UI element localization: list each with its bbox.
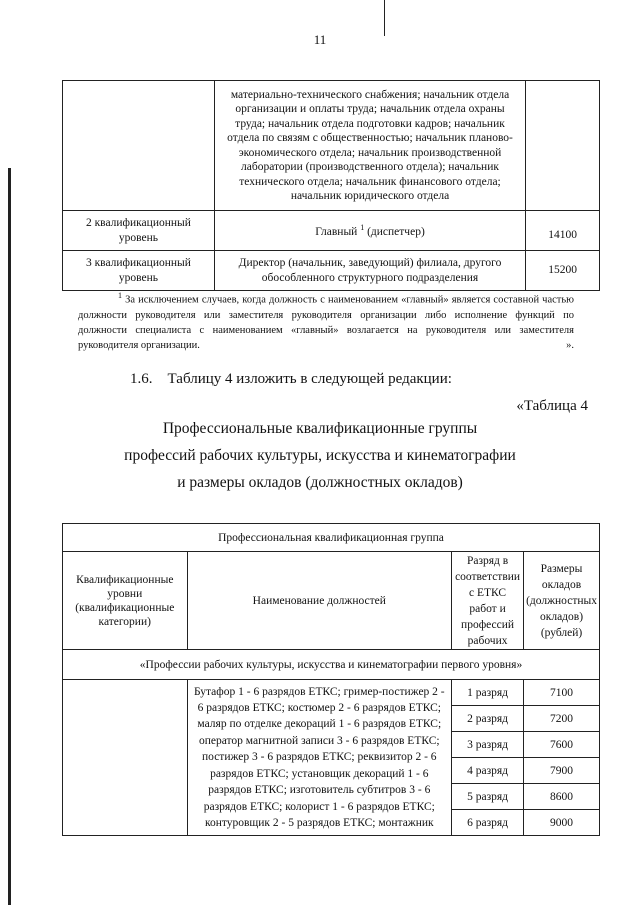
title-line-2: профессий рабочих культуры, искусства и кинематографии — [124, 447, 516, 464]
positions-list: Бутафор 1 - 6 разрядов ЕТКС; гример-постижер 2 - 6 разрядов ЕТКС; костюмер 2 - 6 разрядов ЕТКС; маляр по отделке декораций 1 - 6 разрядов ЕТКС; оператор магнитной записи 3 - 6 разрядов ЕТКС; постижер 3 - 6 разрядов ЕТКС; реквизитор 2 - 6 разрядов ЕТКС; установщик декораций 1 - 6 разрядов ЕТКС; изготовитель субтитров 3 - 6 разрядов ЕТКС; колорист 1 - 6 разрядов ЕТКС; контуровщик 2 - 5 разрядов ЕТКС; монтажник — [187, 680, 452, 836]
salary-cell: 8600 — [524, 784, 600, 810]
footnote-marker: 1 — [118, 291, 122, 300]
rank-cell: 3 разряд — [452, 732, 524, 758]
table-cell — [63, 680, 188, 836]
table3 — [62, 80, 600, 291]
table-row — [63, 251, 600, 291]
section-paragraph — [130, 371, 452, 388]
rank-cell: 5 разряд — [452, 784, 524, 810]
positions-text: материально-технического снабжения; начальник отдела организации и оплаты труда; начальник отдела охраны труда; начальник отдела подготовки кадров; начальник отдела по связям с общественностью; начальник планово-экономического отдела; начальник производственной лаборатории (производственного отдела); начальник технического отдела; начальник финансового отдела; начальник юридического отдела — [227, 88, 513, 202]
footnote-ref: 1 — [360, 223, 365, 233]
table-cell — [63, 81, 215, 211]
footnote-text: За исключением случаев, когда должность с наименованием «главный» является составной частью должности руководителя или заместителя руководителя организации либо исполнение функций по должности специалиста с наименованием «главный» возлагается на руководителя или заместителя руководителя организации. — [78, 294, 575, 351]
position-text: Главный — [315, 226, 358, 239]
table-row — [63, 680, 600, 706]
table-row — [63, 211, 600, 251]
rank-cell: 1 разряд — [452, 680, 524, 706]
table-row — [63, 552, 600, 650]
salary-cell: 7200 — [524, 706, 600, 732]
table-label: «Таблица 4 — [516, 398, 588, 414]
title-line-3: и размеры окладов (должностных окладов) — [177, 474, 463, 491]
scan-mark-top-right — [384, 0, 385, 36]
group-header: Профессиональная квалификационная группа — [63, 524, 600, 552]
salary-cell: 14100 — [526, 211, 600, 251]
rank-cell: 4 разряд — [452, 758, 524, 784]
salary-cell: 7900 — [524, 758, 600, 784]
title-line-1: Профессиональные квалификационные группы — [162, 420, 478, 437]
col-header-positions: Наименование должностей — [187, 552, 452, 650]
salary-cell: 9000 — [524, 810, 600, 836]
positions-cell — [214, 81, 525, 211]
table-row — [63, 650, 600, 680]
salary-cell: 15200 — [526, 251, 600, 291]
level-cell: 3 квалификационный уровень — [63, 251, 215, 291]
salary-cell: 7600 — [524, 732, 600, 758]
table4 — [62, 523, 600, 836]
footnote — [78, 288, 574, 353]
rank-cell: 6 разряд — [452, 810, 524, 836]
rank-cell: 2 разряд — [452, 706, 524, 732]
page-number: 11 — [313, 32, 327, 47]
col-header-salary: Размеры окладов (должностных окладов) (рублей) — [524, 552, 600, 650]
col-header-levels: Квалификационные уровни (квалификационные категории) — [63, 552, 188, 650]
position-text: (диспетчер) — [367, 226, 425, 239]
level-cell: 2 квалификационный уровень — [63, 211, 215, 251]
col-header-rank: Разряд в соответствии с ЕТКС работ и профессий рабочих — [452, 552, 524, 650]
position-cell — [214, 211, 525, 251]
section-number: 1.6. — [130, 371, 153, 387]
scan-mark-left-edge — [8, 168, 11, 905]
subgroup-header: «Профессии рабочих культуры, искусства и кинематографии первого уровня» — [63, 650, 600, 680]
table-cell — [526, 81, 600, 211]
position-cell: Директор (начальник, заведующий) филиала, другого обособленного структурного подразделения — [214, 251, 525, 291]
table-row — [63, 81, 600, 211]
salary-cell: 7100 — [524, 680, 600, 706]
footnote-closing: ». — [566, 339, 574, 351]
section-text: Таблицу 4 изложить в следующей редакции: — [167, 371, 452, 387]
table-row — [63, 524, 600, 552]
